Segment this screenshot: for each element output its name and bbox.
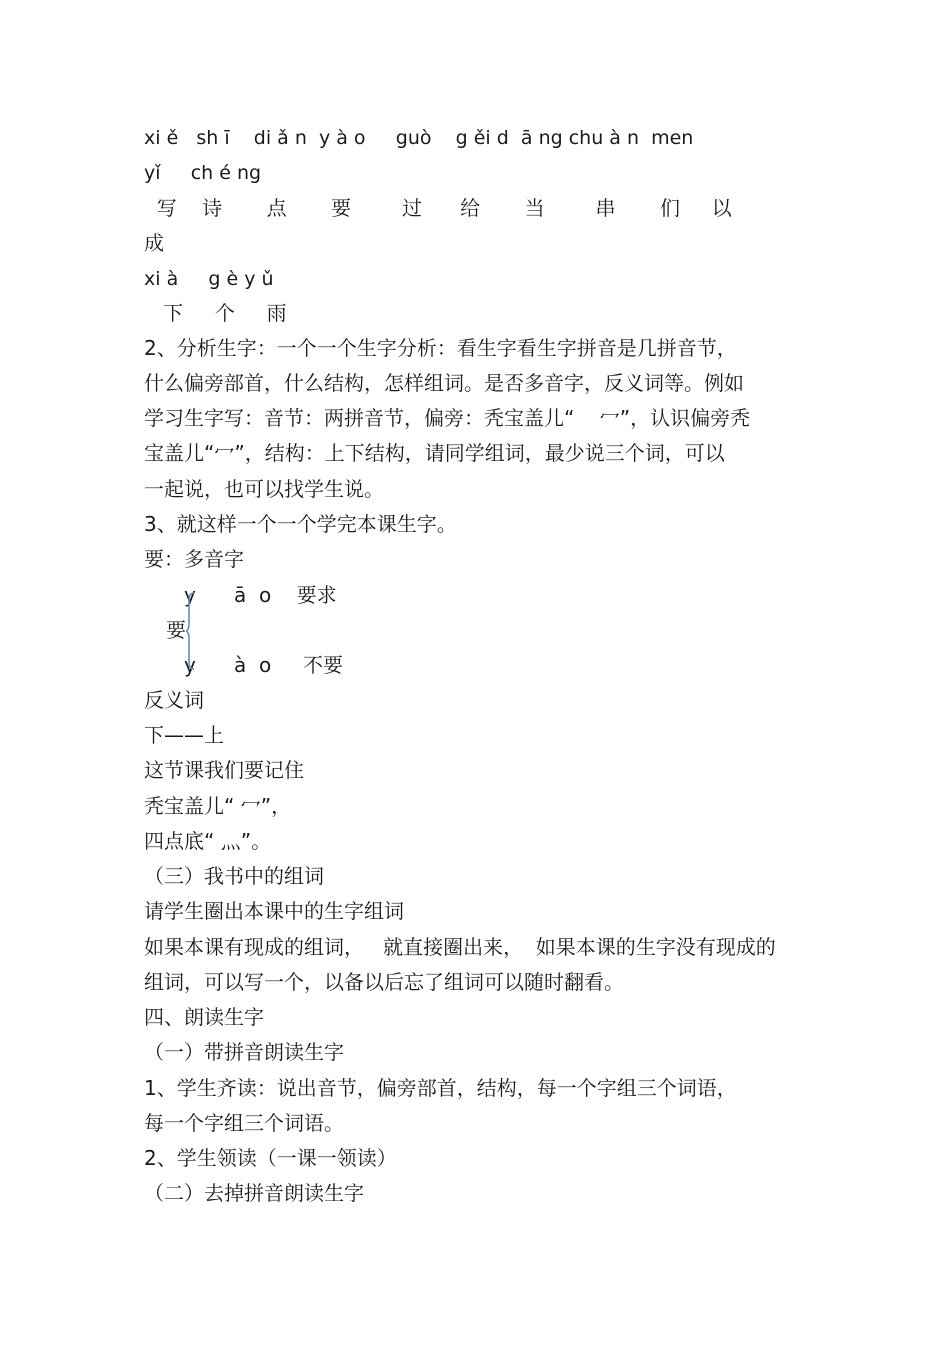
paragraph: 请学生圈出本课中的生字组词 xyxy=(144,899,404,923)
pinyin-line: xi à g è y ǔ xyxy=(144,268,274,290)
paragraph: 2、分析生字：一个一个生字分析：看生字看生字拼音是几拼音节， xyxy=(144,336,737,360)
paragraph: 每一个字组三个词语。 xyxy=(144,1111,344,1135)
section-heading: （二）去掉拼音朗读生字 xyxy=(144,1181,364,1205)
character-line: 下 个 雨 xyxy=(144,301,287,325)
paragraph: 这节课我们要记住 xyxy=(144,758,304,782)
antonym-pair: 下——上 xyxy=(144,723,224,747)
paragraph: 秃宝盖儿“ 冖”， xyxy=(144,794,292,818)
character-line: 写 诗 点 要 过 给 当 串 们 以 xyxy=(144,196,732,220)
paragraph: 宝盖儿“冖”，结构：上下结构，请同学组词，最少说三个词，可以 xyxy=(144,441,725,465)
paragraph: 1、学生齐读：说出音节，偏旁部首，结构，每一个字组三个词语， xyxy=(144,1076,737,1100)
pinyin-line: yǐ ch é ng xyxy=(144,162,262,184)
paragraph: 学习生字写：音节：两拼音节，偏旁：秃宝盖儿“ 冖”，认识偏旁秃 xyxy=(144,406,751,430)
paragraph: 如果本课有现成的组词， 就直接圈出来， 如果本课的生字没有现成的 xyxy=(144,935,776,959)
paragraph: 一起说，也可以找学生说。 xyxy=(144,477,384,501)
polyphone-title: 要：多音字 xyxy=(144,547,244,571)
paragraph: 组词，可以写一个，以备以后忘了组词可以随时翻看。 xyxy=(144,970,624,994)
section-heading: （一）带拼音朗读生字 xyxy=(144,1040,344,1064)
paragraph: 2、学生领读（一课一领读） xyxy=(144,1146,397,1170)
section-heading: 四、朗读生字 xyxy=(144,1005,264,1029)
character-line: 成 xyxy=(144,231,164,255)
section-heading: 反义词 xyxy=(144,688,204,712)
curly-brace-icon xyxy=(186,592,196,670)
polyphone-reading: y ā o 要求 xyxy=(184,583,337,607)
polyphone-reading: y à o 不要 xyxy=(184,653,343,677)
pinyin-line: xi ě sh ī di ǎ n y à o guò g ěi d ā ng chu à n men xyxy=(144,127,694,149)
paragraph: 四点底“ 灬”。 xyxy=(144,829,272,853)
paragraph: 什么偏旁部首，什么结构，怎样组词。是否多音字，反义词等。例如 xyxy=(144,371,744,395)
paragraph: 3、就这样一个一个学完本课生字。 xyxy=(144,512,457,536)
section-heading: （三）我书中的组词 xyxy=(144,864,324,888)
polyphone-char: 要 xyxy=(166,618,186,642)
